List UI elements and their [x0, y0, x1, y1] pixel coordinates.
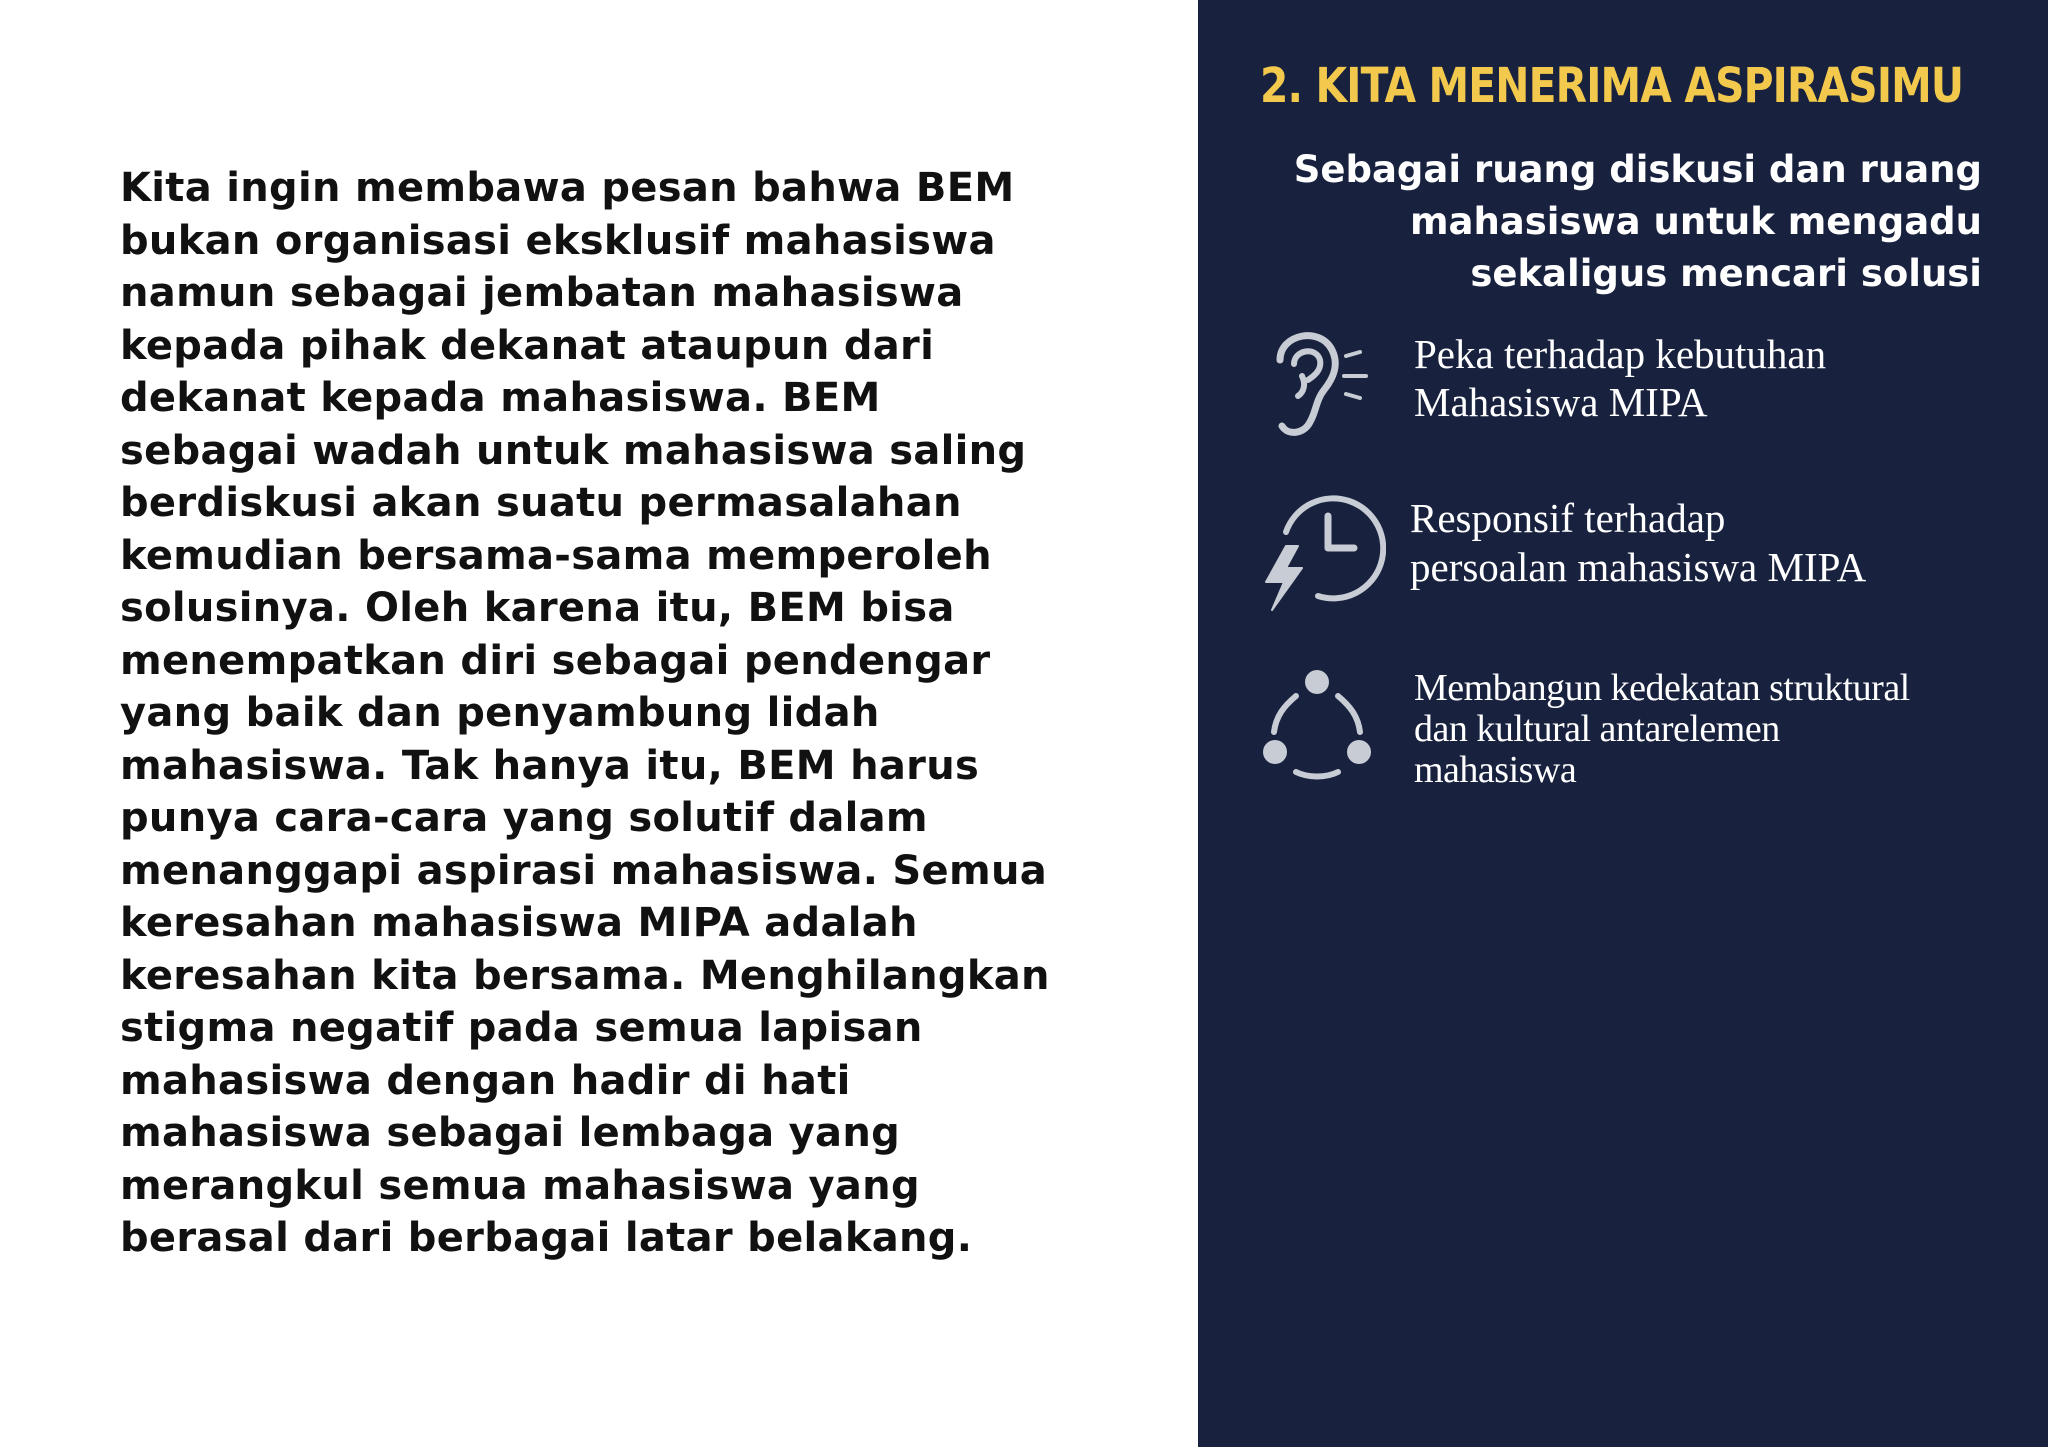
paragraph-line: keresahan kita bersama. Menghilangkan	[120, 952, 1050, 999]
paragraph-line: sebagai wadah untuk mahasiswa saling	[120, 427, 1027, 474]
section-title: 2. KITA MENERIMA ASPIRASIMU	[1260, 58, 1964, 114]
paragraph-line: mahasiswa. Tak hanya itu, BEM harus	[120, 742, 980, 789]
paragraph-line: kepada pihak dekanat ataupun dari	[120, 322, 935, 369]
feature-text-line: dan kultural antarelemen	[1414, 708, 1780, 750]
feature-text-line: Peka terhadap kebutuhan	[1414, 331, 1827, 377]
main-paragraph	[120, 162, 1120, 1265]
section-subtitle	[1282, 144, 1982, 300]
fast-clock-icon	[1258, 486, 1386, 614]
feature-text-line: persoalan mahasiswa MIPA	[1410, 544, 1867, 590]
paragraph-line: stigma negatif pada semua lapisan	[120, 1005, 923, 1051]
paragraph-line: yang baik dan penyambung lidah	[120, 690, 880, 736]
feature-text	[1414, 668, 1910, 791]
feature-text-line: Responsif terhadap	[1410, 495, 1726, 541]
subtitle-line: Sebagai ruang diskusi dan ruang	[1293, 148, 1982, 191]
paragraph-line: menanggapi aspirasi mahasiswa. Semua	[120, 847, 1048, 894]
paragraph-line: mahasiswa sebagai lembaga yang	[120, 1110, 901, 1156]
paragraph-line: kemudian bersama-sama memperoleh	[120, 532, 992, 579]
feature-text-line: Membangun kedekatan struktural	[1414, 667, 1910, 709]
subtitle-line: mahasiswa untuk mengadu	[1409, 200, 1982, 243]
feature-text-line: Mahasiswa MIPA	[1414, 379, 1708, 425]
connection-cycle-icon	[1258, 660, 1386, 788]
paragraph-line: berasal dari berbagai latar belakang.	[120, 1215, 973, 1261]
paragraph-line: berdiskusi akan suatu permasalahan	[120, 480, 962, 526]
feature-text	[1414, 330, 1826, 426]
paragraph-line: Kita ingin membawa pesan bahwa BEM	[120, 165, 1015, 211]
paragraph-line: menempatkan diri sebagai pendengar	[120, 637, 991, 684]
paragraph-line: bukan organisasi eksklusif mahasiswa	[120, 217, 996, 264]
right-panel	[1198, 0, 2048, 1447]
subtitle-line: sekaligus mencari solusi	[1470, 252, 1982, 295]
ear-icon	[1258, 318, 1386, 446]
paragraph-line: keresahan mahasiswa MIPA adalah	[120, 900, 918, 946]
paragraph-line: namun sebagai jembatan mahasiswa	[120, 270, 964, 316]
feature-text	[1410, 494, 1866, 592]
paragraph-line: mahasiswa dengan hadir di hati	[120, 1057, 851, 1104]
paragraph-line: dekanat kepada mahasiswa. BEM	[120, 375, 881, 421]
feature-text-line: mahasiswa	[1414, 749, 1577, 791]
paragraph-line: punya cara-cara yang solutif dalam	[120, 795, 928, 841]
paragraph-line: solusinya. Oleh karena itu, BEM bisa	[120, 585, 955, 631]
paragraph-line: merangkul semua mahasiswa yang	[120, 1162, 920, 1209]
